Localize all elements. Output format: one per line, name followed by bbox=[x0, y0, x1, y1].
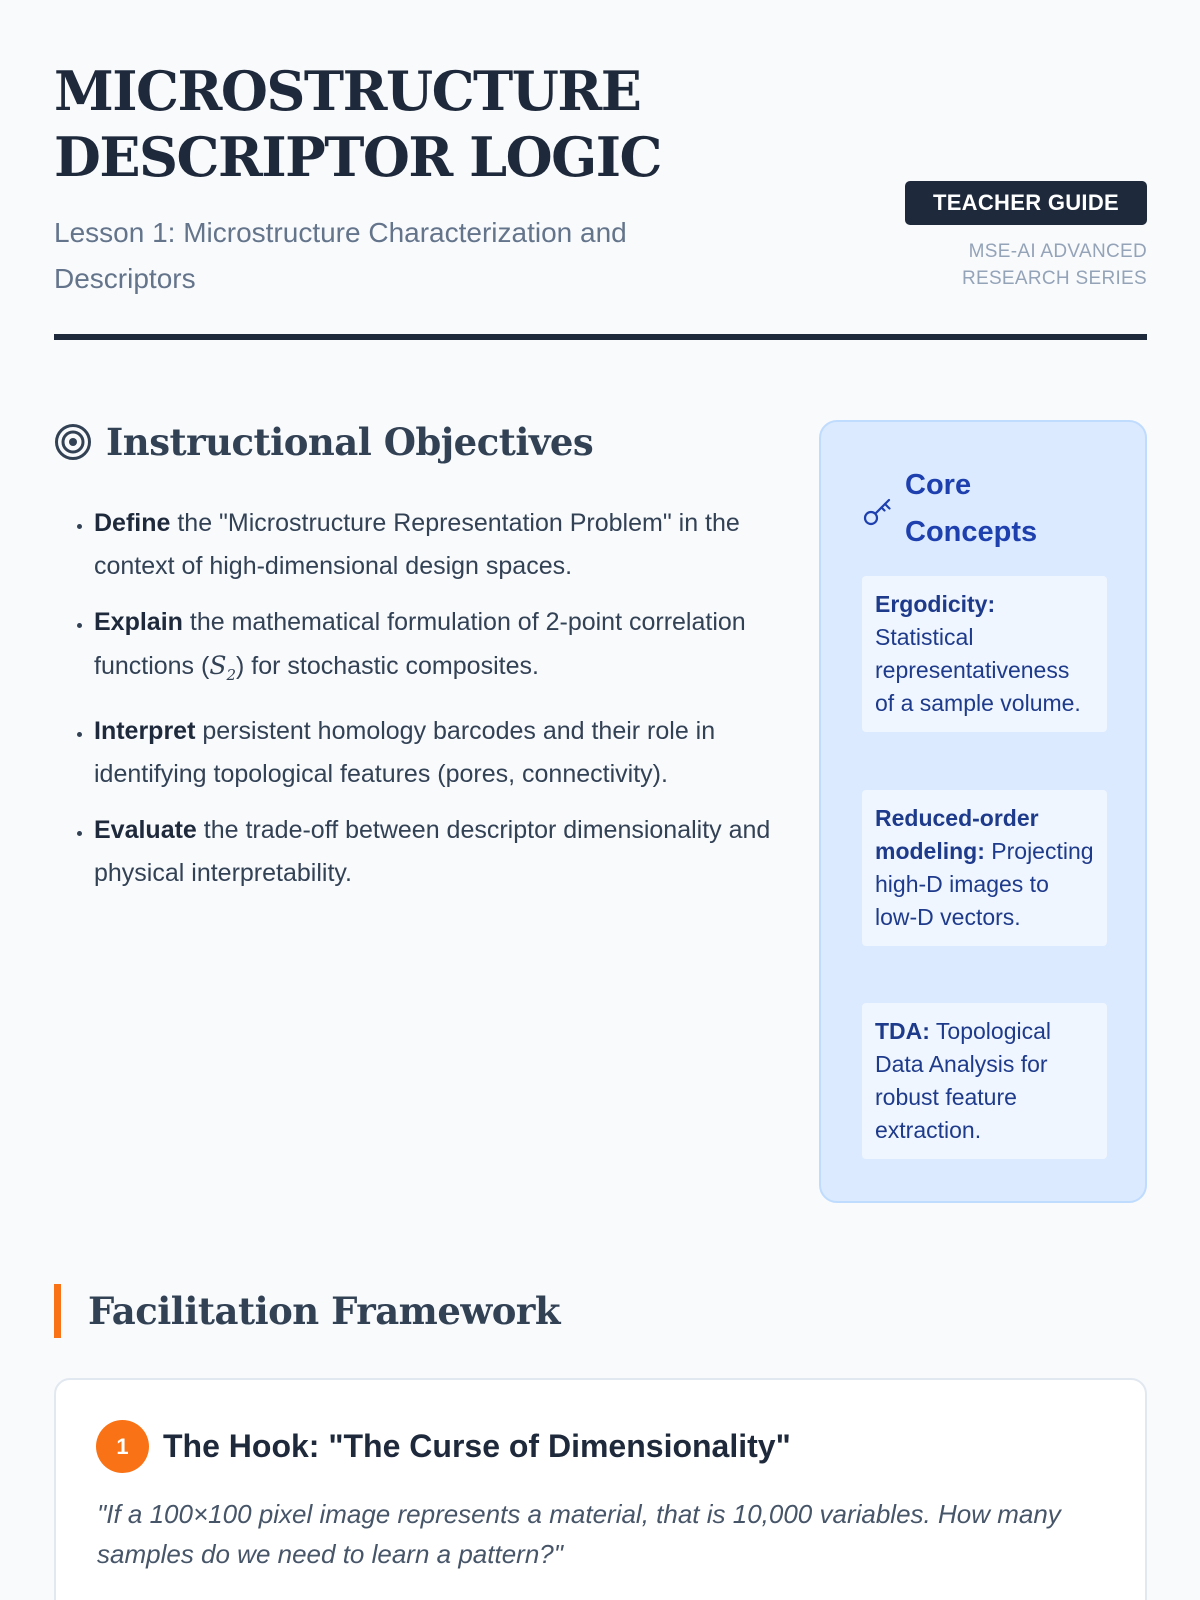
concept-card-ergodicity bbox=[862, 576, 1107, 732]
page-header bbox=[54, 58, 1147, 302]
list-item bbox=[94, 710, 774, 796]
objective-verb: Define bbox=[94, 509, 171, 537]
concept-term: Reduced-order modeling: bbox=[875, 805, 1039, 864]
series-label-line1: MSE-AI ADVANCED bbox=[968, 241, 1147, 262]
header-divider bbox=[54, 334, 1147, 340]
series-label bbox=[962, 238, 1147, 292]
objectives-section bbox=[54, 420, 774, 908]
concept-term: Ergodicity: bbox=[875, 591, 996, 617]
concept-definition: Statistical representativeness of a sample volume. bbox=[875, 624, 1081, 716]
series-label-line2: RESEARCH SERIES bbox=[961, 268, 1147, 289]
objective-text: the trade-off between descriptor dimensionality and physical interpretability. bbox=[94, 816, 771, 887]
objectives-list bbox=[54, 502, 774, 895]
lesson-subtitle: Lesson 1: Microstructure Characterization and Descriptors bbox=[54, 217, 627, 294]
list-item bbox=[94, 601, 774, 697]
core-concepts-panel bbox=[819, 420, 1147, 1203]
concept-card-reduced-order bbox=[862, 790, 1107, 946]
step-quote: "If a 100×100 pixel image represents a material, that is 10,000 variables. How many samples do we need to learn a pattern?" bbox=[97, 1499, 1061, 1569]
list-item bbox=[94, 809, 774, 895]
objective-verb: Evaluate bbox=[94, 816, 197, 844]
concept-definition: Topological Data Analysis for robust feature extraction. bbox=[875, 1018, 1051, 1143]
objective-text: the mathematical formulation of 2-point correlation functions ( bbox=[94, 608, 746, 680]
list-item bbox=[94, 502, 774, 588]
page-title: MICROSTRUCTURE DESCRIPTOR LOGIC bbox=[54, 59, 661, 189]
objective-text: persistent homology barcodes and their role in identifying topological features (pores, connectivity). bbox=[94, 717, 716, 788]
objective-verb: Explain bbox=[94, 608, 183, 636]
objective-text: ) for stochastic composites. bbox=[236, 652, 539, 680]
objectives-title: Instructional Objectives bbox=[106, 420, 594, 464]
concept-term: TDA: bbox=[875, 1018, 930, 1044]
step-title: The Hook: "The Curse of Dimensionality" bbox=[163, 1428, 791, 1464]
facilitation-heading bbox=[54, 1284, 560, 1338]
teacher-guide-badge: TEACHER GUIDE bbox=[905, 181, 1147, 225]
objective-verb: Interpret bbox=[94, 717, 196, 745]
objective-text: the "Microstructure Representation Problem" in the context of high-dimensional design spaces. bbox=[94, 509, 740, 580]
step-number-badge: 1 bbox=[96, 1420, 149, 1473]
concept-card-tda bbox=[862, 1003, 1107, 1159]
core-concepts-title: Core Concepts bbox=[905, 469, 1038, 548]
step-card-hook bbox=[54, 1378, 1147, 1600]
accent-bar bbox=[54, 1284, 61, 1338]
key-icon bbox=[861, 494, 895, 528]
facilitation-title: Facilitation Framework bbox=[88, 1289, 561, 1333]
target-icon bbox=[54, 423, 92, 461]
s2-symbol: $S_2$ bbox=[209, 651, 237, 684]
concept-definition: Projecting high-D images to low-D vectors. bbox=[875, 838, 1094, 930]
